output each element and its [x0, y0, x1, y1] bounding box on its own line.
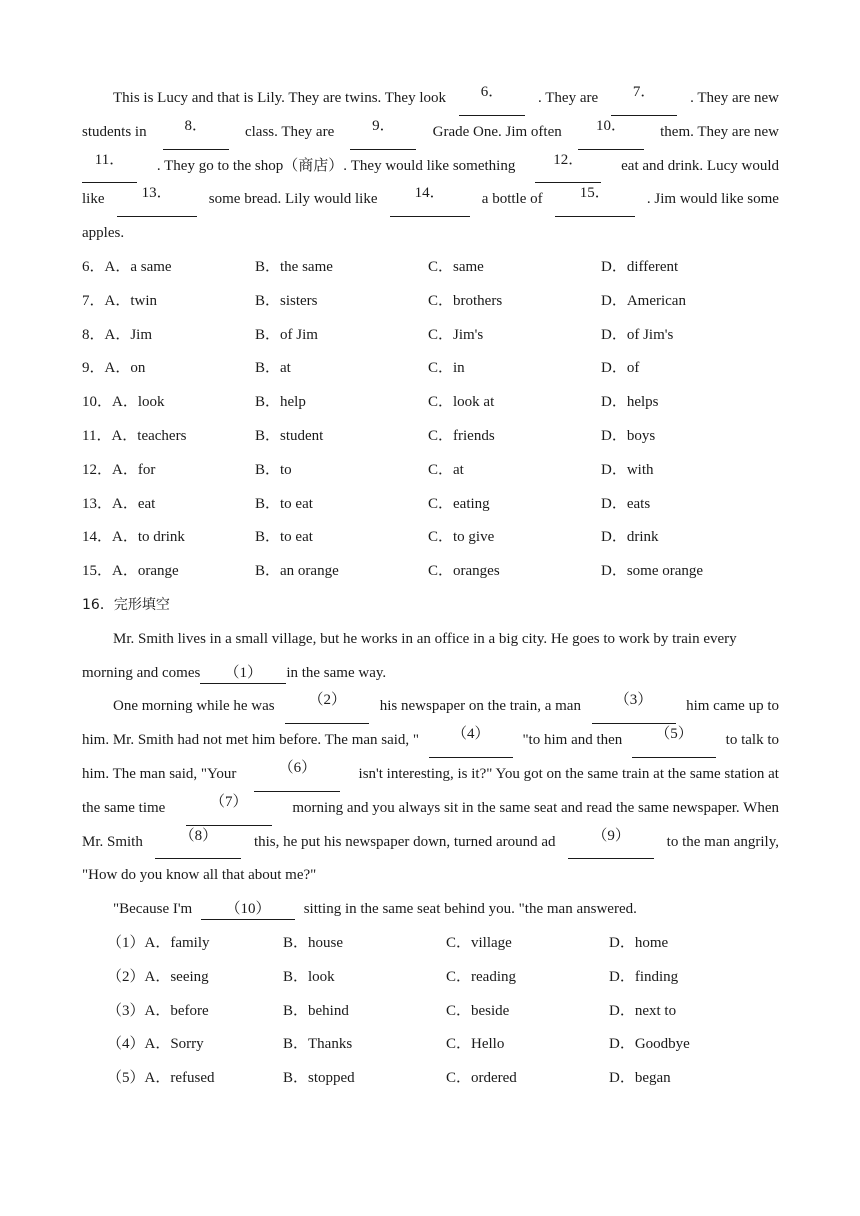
passage-line [82, 826, 779, 860]
passage-text: Grade One. Jim often [432, 123, 562, 140]
option-c[interactable]: C．Hello [446, 1036, 505, 1053]
option-a[interactable]: （5）A．refused [107, 1070, 215, 1087]
option-b[interactable]: B．look [283, 968, 335, 985]
option-b[interactable]: B．the same [255, 258, 333, 275]
passage-text: a bottle of [481, 191, 543, 208]
option-b[interactable]: B．at [255, 360, 291, 377]
blank-12: 12． [535, 150, 601, 184]
question-row [82, 386, 779, 420]
option-c[interactable]: C．village [446, 934, 512, 951]
question-row [82, 961, 779, 995]
option-d[interactable]: D．with [601, 461, 654, 478]
passage-text: . Jim would like some [646, 191, 779, 208]
option-a[interactable]: 7．A．twin [82, 292, 158, 309]
option-c[interactable]: C．reading [446, 968, 516, 985]
passage-text: to the man angrily, [666, 833, 779, 850]
question-row [82, 995, 779, 1029]
option-d[interactable]: D．some orange [601, 563, 704, 580]
passage-text: some bread. Lily would like [208, 191, 378, 208]
question-row [82, 488, 779, 522]
passage-line [82, 792, 779, 826]
option-d[interactable]: D．of Jim's [601, 326, 674, 343]
passage-line [82, 150, 779, 184]
passage-text: One morning while he was [113, 698, 275, 715]
option-b[interactable]: B．student [255, 427, 324, 444]
option-d[interactable]: D．finding [609, 968, 679, 985]
passage-line [82, 690, 779, 724]
option-b[interactable]: B．behind [283, 1002, 349, 1019]
passage-line [82, 623, 779, 657]
option-d[interactable]: D．home [609, 934, 669, 951]
option-d[interactable]: D．American [601, 292, 686, 309]
option-a[interactable]: 12．A．for [82, 461, 156, 478]
passage-line [82, 217, 779, 251]
option-a[interactable]: 10．A．look [82, 394, 165, 411]
question-list-2 [82, 927, 779, 1096]
cloze-blank-2: （2） [285, 690, 369, 724]
passage-text: in the same way. [286, 664, 387, 681]
passage-text: him. The man said, "Your [82, 765, 237, 782]
passage-text: him. Mr. Smith had not met him before. The man said, " [82, 732, 420, 749]
document-page [82, 82, 779, 1096]
option-d[interactable]: D．next to [609, 1002, 677, 1019]
blank-10: 10． [578, 116, 644, 150]
option-d[interactable]: D．of [601, 360, 640, 377]
option-d[interactable]: D．boys [601, 427, 656, 444]
option-c[interactable]: C．brothers [428, 292, 503, 309]
passage-text: them. They are new [660, 123, 779, 140]
question-row [82, 521, 779, 555]
blank-15: 15． [555, 183, 635, 217]
cloze-blank-9: （9） [568, 826, 654, 860]
option-a[interactable]: 9．A．on [82, 360, 146, 377]
question-row [82, 319, 779, 353]
cloze-blank-5: （5） [632, 724, 716, 758]
option-a[interactable]: 11．A．teachers [82, 427, 187, 444]
question-row [82, 420, 779, 454]
question-row [82, 1028, 779, 1062]
option-a[interactable]: 15．A．orange [82, 563, 179, 580]
option-c[interactable]: C．Jim's [428, 326, 484, 343]
option-b[interactable]: B．house [283, 934, 344, 951]
passage-text: . They are [538, 90, 599, 106]
option-c[interactable]: C．look at [428, 394, 495, 411]
passage-line [82, 116, 779, 150]
passage-text: "How do you know all that about me?" [82, 867, 317, 884]
section-16-title: 16．完形填空 [82, 596, 170, 613]
question-row [82, 352, 779, 386]
passage-text: morning and you always sit in the same seat and read the same newspaper. When [292, 799, 779, 816]
option-b[interactable]: B．of Jim [255, 326, 318, 343]
option-c[interactable]: C．in [428, 360, 465, 377]
option-a[interactable]: （1）A．family [107, 934, 210, 951]
cloze-blank-3: （3） [592, 690, 676, 724]
passage-text: Mr. Smith lives in a small village, but he works in an office in a big city. He goes to work by train every [113, 630, 737, 647]
passage-text: isn't interesting, is it?" You got on the same train at the same station at [358, 765, 779, 782]
blank-11: 11． [82, 150, 137, 184]
option-c[interactable]: C．ordered [446, 1070, 517, 1087]
cloze-blank-10: （10） [201, 899, 295, 920]
option-c[interactable]: C．same [428, 258, 484, 275]
passage-line [82, 657, 779, 691]
option-b[interactable]: B．to eat [255, 495, 313, 512]
passage-text: "Because I'm [113, 901, 193, 918]
passage-line [82, 758, 779, 792]
passage-text: . They go to the shop（商店）. They would like something [156, 157, 516, 174]
passage-text: the same time [82, 799, 166, 816]
cloze-blank-4: （4） [429, 724, 513, 758]
passage-text: like [82, 191, 105, 208]
question-row [82, 251, 779, 285]
passage-text: morning and comes [82, 664, 201, 681]
passage-text: This is Lucy and that is Lily. They are twins. They look [113, 90, 447, 106]
passage-text: students in [82, 123, 147, 140]
blank-14: 14． [390, 183, 470, 217]
passage-text: class. They are [244, 123, 335, 140]
blank-9: 9． [350, 116, 416, 150]
passage-text: eat and drink. Lucy would [621, 157, 779, 174]
option-d[interactable]: D．began [609, 1070, 671, 1087]
option-c[interactable]: C．to give [428, 529, 495, 546]
option-b[interactable]: B．an orange [255, 563, 339, 580]
blank-7: 7． [611, 82, 677, 116]
blank-6: 6． [459, 82, 525, 116]
passage-line [82, 183, 779, 217]
option-c[interactable]: C．eating [428, 495, 490, 512]
option-d[interactable]: D．helps [601, 394, 659, 411]
passage-line [82, 893, 779, 927]
passage-text: "to him and then [522, 732, 623, 749]
option-c[interactable]: C．at [428, 461, 464, 478]
option-a[interactable]: 8．A．Jim [82, 326, 153, 343]
question-row [82, 285, 779, 319]
option-b[interactable]: B．stopped [283, 1070, 355, 1087]
blank-8: 8． [163, 116, 229, 150]
passage-text: to talk to [725, 732, 779, 749]
question-list-1 [82, 251, 779, 589]
option-d[interactable]: D．eats [601, 495, 651, 512]
question-row [82, 454, 779, 488]
passage-text: him came up to [686, 698, 779, 715]
option-b[interactable]: B．sisters [255, 292, 318, 309]
cloze-blank-6: （6） [254, 758, 340, 792]
passage-text: . They are new [690, 90, 779, 106]
option-a[interactable]: （3）A．before [107, 1002, 209, 1019]
option-a[interactable]: 6．A．a same [82, 258, 172, 275]
blank-13: 13． [117, 183, 197, 217]
cloze-blank-7: （7） [186, 792, 272, 826]
option-b[interactable]: B．Thanks [283, 1036, 353, 1053]
option-a[interactable]: （2）A．seeing [107, 968, 209, 985]
option-d[interactable]: D．drink [601, 529, 659, 546]
cloze-blank-8: （8） [155, 826, 241, 860]
passage-text: his newspaper on the train, a man [379, 698, 581, 715]
passage-line [82, 724, 779, 758]
option-b[interactable]: B．to eat [255, 529, 313, 546]
passage-text: sitting in the same seat behind you. "the man answered. [303, 901, 637, 918]
option-d[interactable]: D．Goodbye [609, 1036, 690, 1053]
option-c[interactable]: C．beside [446, 1002, 510, 1019]
option-c[interactable]: C．friends [428, 427, 495, 444]
passage-line [82, 82, 779, 116]
question-row [82, 555, 779, 589]
option-a[interactable]: 14．A．to drink [82, 529, 185, 546]
passage-text: this, he put his newspaper down, turned around ad [253, 833, 556, 850]
option-b[interactable]: B．to [255, 461, 292, 478]
question-row [82, 927, 779, 961]
question-row [82, 1062, 779, 1096]
passage-text: apples. [82, 225, 125, 242]
option-d[interactable]: D．different [601, 258, 679, 275]
cloze-blank-1: （1） [200, 663, 286, 684]
option-b[interactable]: B．help [255, 394, 306, 411]
passage-line [82, 859, 779, 893]
passage-2 [82, 623, 779, 927]
option-a[interactable]: （4）A．Sorry [107, 1036, 204, 1053]
passage-1 [82, 82, 779, 251]
passage-text: Mr. Smith [82, 833, 143, 850]
option-c[interactable]: C．oranges [428, 563, 500, 580]
option-a[interactable]: 13．A．eat [82, 495, 156, 512]
